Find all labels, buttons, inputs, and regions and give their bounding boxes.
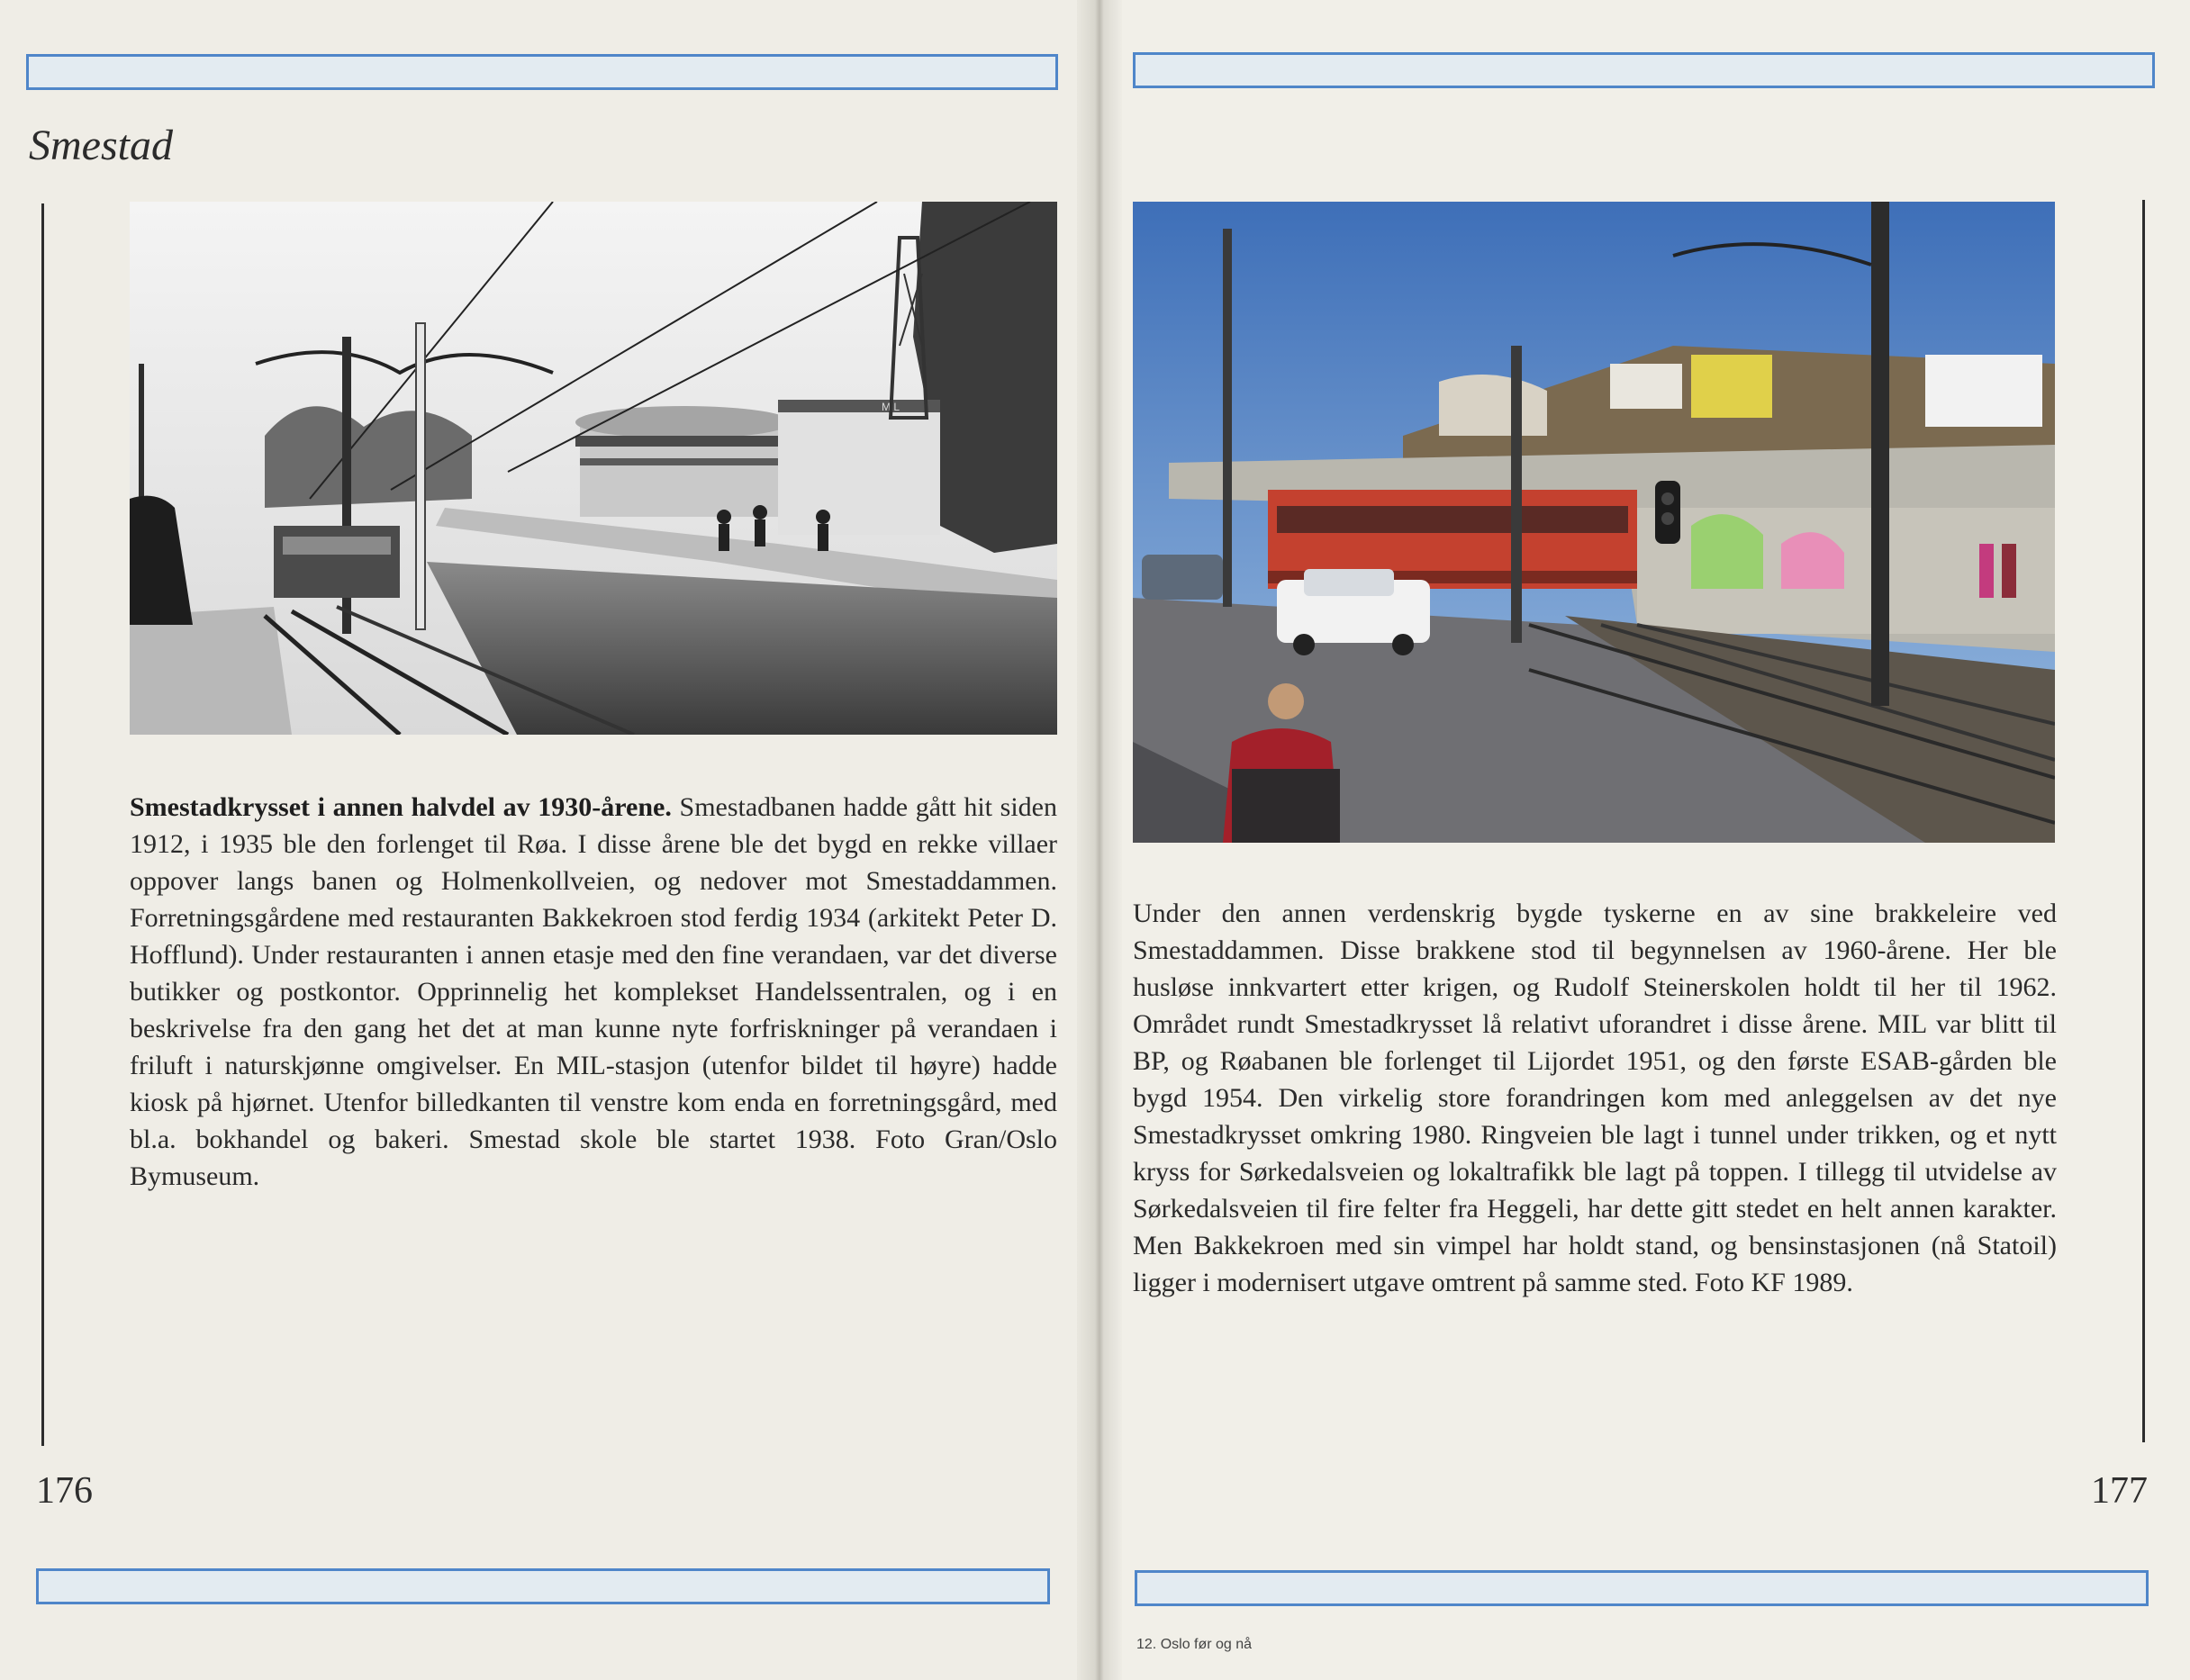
historic-photo-image <box>130 202 1057 735</box>
left-caption-bold: Smestadkrysset i annen halvdel av 1930-årene. <box>130 792 672 822</box>
modern-photo-image <box>1133 202 2055 843</box>
modern-photo <box>1133 202 2055 843</box>
right-margin-line <box>2142 200 2145 1442</box>
book-gutter <box>1077 0 1122 1680</box>
historic-photo <box>130 202 1057 735</box>
left-margin-line <box>41 203 44 1446</box>
top-rule-box-right <box>1133 52 2155 88</box>
right-caption: Under den annen verdenskrig bygde tyskerne en av sine brakkeleire ved Smestaddammen. Disse brakkene stod til begynnelsen av 1960-årene. Her ble husløse innkvartert etter krigen, og Rudolf Steinerskolen holdt til her til 1962. Området rundt Smestadkrysset lå relativt uforandret i disse årene. MIL var blitt til BP, og Røabanen ble forlenget til Lijordet 1951, og den første ESAB-gården ble bygd 1954. Den virkelig store forandringen kom med anleggelsen av det nye Smestadkrysset omkring 1980. Ringveien ble lagt i tunnel under trikken, og et nytt kryss for Sørkedalsveien og lokaltrafikk ble lagt på toppen. I tillegg til utvidelse av Sørkedalsveien til fire felter fra Heggeli, har dette gitt stedet en helt annen karakter. Men Bakkekroen med sin vimpel har holdt stand, og bensinstasjonen (nå Statoil) ligger i modernisert utgave omtrent på samme sted. Foto KF 1989. <box>1133 899 2057 1297</box>
bottom-rule-box-right <box>1135 1570 2149 1606</box>
section-title: Smestad <box>29 122 173 169</box>
left-caption-text: Smestadbanen hadde gått hit siden 1912, i 1935 ble den forlenget til Røa. I disse årene ble det bygd en rekke villaer oppover langs banen og Holmenkollveien, og nedover mot Smestaddammen. Forretningsgårdene med restauranten Bakkekroen stod ferdig 1934 (arkitekt Peter D. Hofflund). Under restauranten i annen etasje med den fine verandaen, var det diverse butikker og postkontor. Opprinnelig het komplekset Handelssentralen, og i en beskrivelse fra den gang het det at man kunne nyte forfriskninger på verandaen i friluft i naturskjønne omgivelser. En MIL-stasjon (utenfor bildet til høyre) hadde kiosk på hjørnet. Utenfor billedkanten til venstre kom enda en forretningsgård, med bl.a. bokhandel og bakeri. Smestad skole ble startet 1938. Foto Gran/Oslo Bymuseum. <box>130 792 1057 1191</box>
left-caption <box>130 789 1057 1195</box>
page-number-left: 176 <box>36 1470 93 1512</box>
bottom-rule-box-left <box>36 1568 1050 1604</box>
footer-note: 12. Oslo før og nå <box>1136 1637 1253 1652</box>
top-rule-box-left <box>26 54 1058 90</box>
mil-sign-text: MIL <box>882 401 900 413</box>
page-number-right: 177 <box>2091 1470 2148 1512</box>
